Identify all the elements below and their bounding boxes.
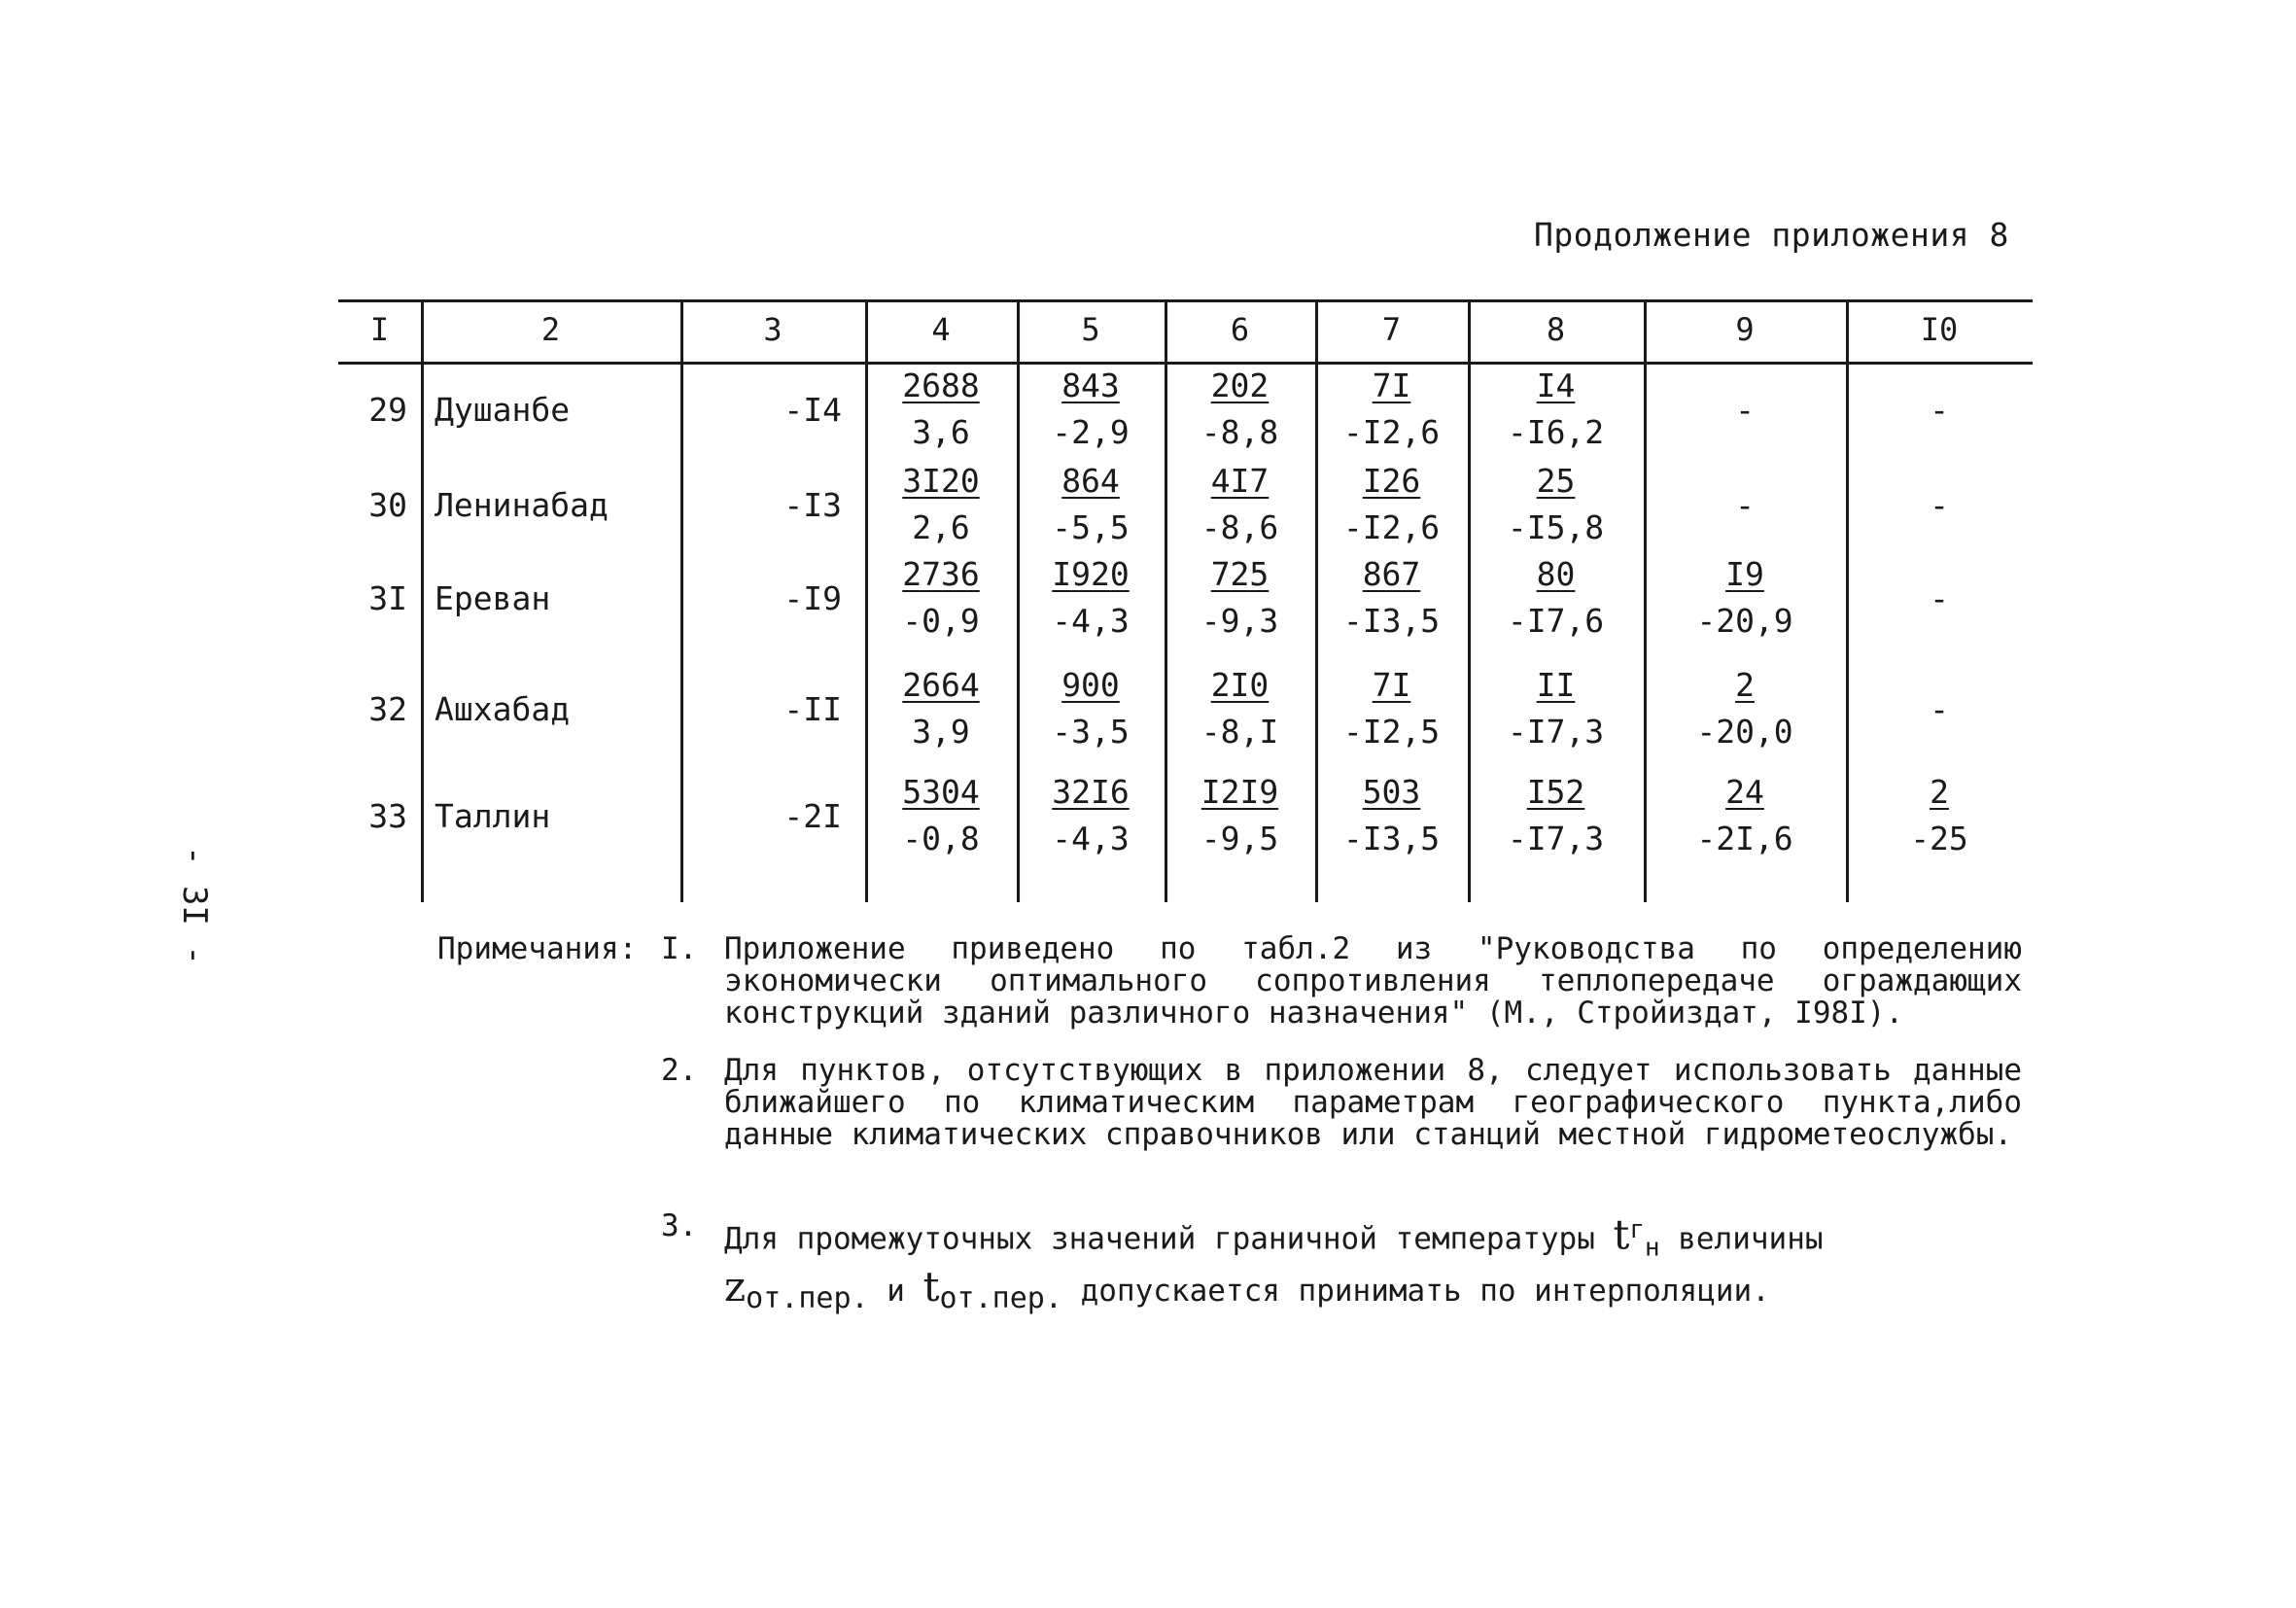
fraction-denominator: 2,6 (912, 508, 970, 546)
fraction-denominator: -I7,3 (1507, 820, 1605, 857)
column-header: 6 (1230, 311, 1250, 348)
fraction-numerator: 503 (1362, 773, 1421, 811)
fraction-numerator: 2664 (902, 666, 980, 704)
fraction-denominator: 3,6 (912, 413, 970, 451)
appendix-heading: Продолжение приложения 8 (1534, 216, 2009, 254)
fraction-cell (1017, 769, 1165, 862)
fraction-denominator: 3,9 (912, 713, 970, 751)
fraction-cell (1165, 769, 1315, 862)
fraction-denominator: -8,I (1200, 713, 1279, 751)
symbol-t: t (922, 1262, 940, 1311)
column-header: 7 (1381, 311, 1402, 348)
superscript-g: г (1629, 1215, 1645, 1244)
fraction-denominator: -I3,5 (1342, 602, 1441, 640)
column-header: 4 (931, 311, 951, 348)
note-text: Для пунктов, отсутствующих в приложении 8, следует использовать данные ближайшего по климатическим параметрам географического пункта,либо данные климатических справочников или станций местной гидрометеослужбы. (724, 1053, 2022, 1152)
fraction-numerator: 725 (1210, 555, 1270, 593)
fraction-denominator: -0,9 (902, 602, 980, 640)
design-temperature: -II (783, 690, 842, 728)
fraction-cell (1315, 769, 1468, 862)
note-number: 3. (661, 1208, 698, 1243)
fraction-cell (1165, 458, 1315, 551)
note-text-part: величины (1678, 1221, 1824, 1257)
row-number: 30 (368, 486, 407, 524)
fraction-cell (1644, 769, 1846, 862)
fraction-cell (1017, 458, 1165, 551)
note-text-formula (724, 1210, 2022, 1318)
fraction-cell (1644, 551, 1846, 645)
fraction-cell (1468, 363, 1644, 456)
symbol-t: t (1613, 1210, 1630, 1259)
column-header: 3 (763, 311, 783, 348)
row-number: 3I (368, 579, 407, 617)
fraction-denominator: -I2,6 (1342, 508, 1441, 546)
fraction-denominator: -2I,6 (1696, 820, 1793, 857)
notes-label: Примечания: (437, 931, 638, 966)
fraction-numerator: 3I20 (902, 462, 980, 500)
page-number: - 3I - (175, 846, 214, 965)
fraction-denominator: -4,3 (1052, 820, 1130, 857)
column-header: 2 (540, 311, 561, 348)
fraction-numerator: I26 (1362, 462, 1421, 500)
empty-dash: - (1930, 690, 1949, 728)
note-text-part: допускается принимать по интерполяции. (1080, 1273, 1770, 1309)
empty-dash: - (1735, 486, 1755, 524)
city-name: Душанбе (435, 391, 571, 429)
fraction-cell (1846, 769, 2033, 862)
design-temperature: -I4 (783, 391, 842, 429)
fraction-cell (1315, 662, 1468, 755)
note-text-part: Для промежуточных значений граничной температуры (724, 1221, 1595, 1257)
fraction-numerator: 4I7 (1210, 462, 1270, 500)
fraction-cell (1017, 551, 1165, 645)
fraction-numerator: I52 (1526, 773, 1585, 811)
fraction-denominator: -I6,2 (1507, 413, 1605, 451)
row-number: 29 (368, 391, 407, 429)
fraction-denominator: -5,5 (1052, 508, 1130, 546)
design-temperature: -2I (783, 797, 842, 835)
fraction-numerator: 7I (1372, 367, 1411, 404)
fraction-cell (865, 551, 1017, 645)
fraction-denominator: -25 (1910, 820, 1968, 857)
fraction-numerator: 900 (1061, 666, 1120, 704)
fraction-cell (865, 458, 1017, 551)
city-name: Таллин (435, 797, 551, 835)
fraction-numerator: 24 (1725, 773, 1764, 811)
fraction-numerator: 5304 (902, 773, 980, 811)
empty-dash: - (1735, 391, 1755, 429)
column-header: 8 (1546, 311, 1566, 348)
note-number: 2. (661, 1053, 698, 1088)
note-number: I. (661, 931, 698, 966)
table-top-rule (338, 299, 2033, 302)
city-name: Ленинабад (435, 486, 609, 524)
fraction-numerator: 80 (1536, 555, 1576, 593)
symbol-z: z (724, 1262, 747, 1311)
subscript-n: н (1644, 1233, 1660, 1263)
empty-dash: - (1930, 579, 1949, 617)
column-header: I (369, 311, 390, 348)
fraction-cell (1468, 769, 1644, 862)
fraction-cell (1017, 363, 1165, 456)
fraction-cell (865, 769, 1017, 862)
fraction-cell (1644, 662, 1846, 755)
fraction-denominator: -20,0 (1696, 713, 1793, 751)
fraction-denominator: -20,9 (1696, 602, 1793, 640)
fraction-numerator: I920 (1052, 555, 1130, 593)
fraction-denominator: -9,3 (1200, 602, 1279, 640)
fraction-numerator: 25 (1536, 462, 1576, 500)
note-text-part: и (887, 1273, 905, 1309)
fraction-numerator: 32I6 (1052, 773, 1130, 811)
design-temperature: -I9 (783, 579, 842, 617)
row-number: 32 (368, 690, 407, 728)
fraction-numerator: II (1536, 666, 1576, 704)
row-number: 33 (368, 797, 407, 835)
empty-dash: - (1930, 391, 1949, 429)
fraction-cell (1165, 662, 1315, 755)
fraction-cell (1468, 551, 1644, 645)
fraction-numerator: 867 (1362, 555, 1421, 593)
fraction-numerator: 2 (1930, 773, 1949, 811)
fraction-numerator: 202 (1210, 367, 1270, 404)
fraction-denominator: -8,6 (1200, 508, 1279, 546)
fraction-denominator: -I5,8 (1507, 508, 1605, 546)
fraction-denominator: -I7,6 (1507, 602, 1605, 640)
fraction-cell (1315, 458, 1468, 551)
fraction-numerator: 7I (1372, 666, 1411, 704)
empty-dash: - (1930, 486, 1949, 524)
fraction-numerator: I4 (1536, 367, 1576, 404)
column-header: 9 (1735, 311, 1755, 348)
column-header: 5 (1081, 311, 1100, 348)
fraction-denominator: -0,8 (902, 820, 980, 857)
fraction-numerator: I2I9 (1200, 773, 1279, 811)
fraction-denominator: -I3,5 (1342, 820, 1441, 857)
fraction-numerator: 2736 (902, 555, 980, 593)
city-name: Ашхабад (435, 690, 571, 728)
fraction-numerator: I9 (1725, 555, 1764, 593)
note-text: Приложение приведено по табл.2 из "Руководства по определению экономически оптимального сопротивления теплопередаче ограждающих конструкций зданий различного назначения" (М., Стройиздат, I98I). (724, 931, 2022, 1031)
fraction-denominator: -8,8 (1200, 413, 1279, 451)
fraction-numerator: 864 (1061, 462, 1120, 500)
fraction-cell (1468, 662, 1644, 755)
column-header: I0 (1920, 311, 1959, 348)
fraction-denominator: -I7,3 (1507, 713, 1605, 751)
subscript-otper: от.пер. (746, 1280, 869, 1315)
fraction-cell (1468, 458, 1644, 551)
fraction-denominator: -I2,5 (1342, 713, 1441, 751)
fraction-cell (1315, 551, 1468, 645)
data-table (338, 299, 2033, 902)
fraction-denominator: -2,9 (1052, 413, 1130, 451)
city-name: Ереван (435, 579, 551, 617)
design-temperature: -I3 (783, 486, 842, 524)
fraction-denominator: -4,3 (1052, 602, 1130, 640)
subscript-otper: от.пер. (939, 1280, 1062, 1315)
fraction-cell (1017, 662, 1165, 755)
fraction-denominator: -I2,6 (1342, 413, 1441, 451)
fraction-numerator: 2688 (902, 367, 980, 404)
fraction-cell (1315, 363, 1468, 456)
fraction-numerator: 2 (1735, 666, 1755, 704)
fraction-denominator: -9,5 (1200, 820, 1279, 857)
fraction-numerator: 2I0 (1210, 666, 1270, 704)
fraction-denominator: -3,5 (1052, 713, 1130, 751)
fraction-cell (1165, 551, 1315, 645)
fraction-cell (865, 363, 1017, 456)
fraction-cell (865, 662, 1017, 755)
fraction-numerator: 843 (1061, 367, 1120, 404)
fraction-cell (1165, 363, 1315, 456)
